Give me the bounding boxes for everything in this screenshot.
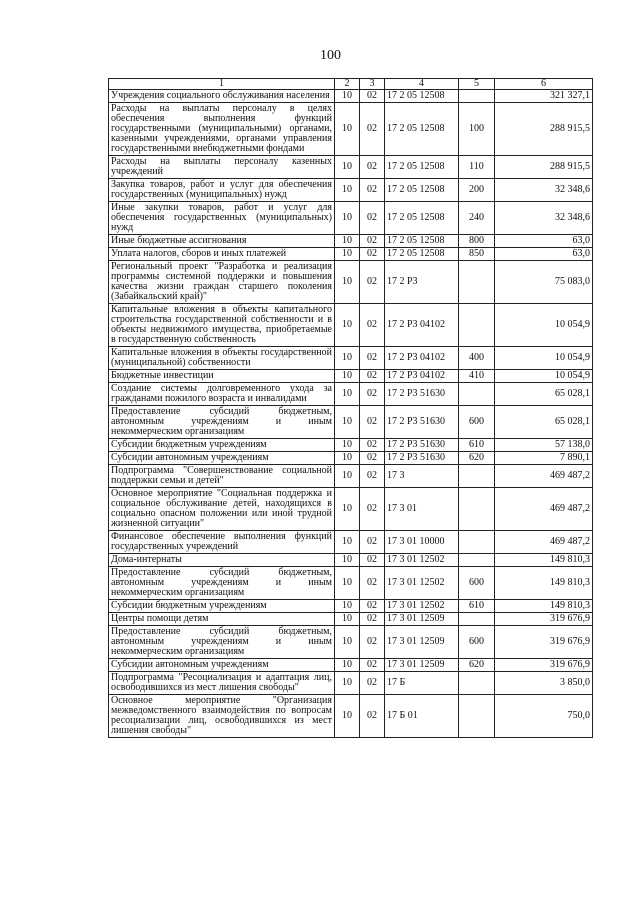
column-header: 2: [335, 79, 360, 90]
row-subsection: 02: [360, 626, 385, 659]
table-row: [109, 626, 593, 659]
row-name: Региональный проект "Разработка и реализация программы системной поддержки и повышения качества жизни граждан старшего поколения (Забайкальский край)": [109, 261, 335, 304]
row-name: Расходы на выплаты персоналу казенных учреждений: [109, 156, 335, 179]
row-subsection: 02: [360, 90, 385, 103]
budget-table: [108, 78, 593, 738]
table-row: [109, 179, 593, 202]
row-name: Капитальные вложения в объекты капитального строительства государственной собственности и в объекты недвижимого имущества, приобретаемые в государственную собственность: [109, 304, 335, 347]
row-code: 17 2 05 12508: [385, 202, 459, 235]
row-subsection: 02: [360, 672, 385, 695]
row-name: Создание системы долговременного ухода за гражданами пожилого возраста и инвалидами: [109, 383, 335, 406]
table-row: [109, 531, 593, 554]
row-section: 10: [335, 672, 360, 695]
table-row: [109, 103, 593, 156]
row-subsection: 02: [360, 452, 385, 465]
row-code: 17 3 01: [385, 488, 459, 531]
table-row: [109, 156, 593, 179]
row-section: 10: [335, 383, 360, 406]
row-amount: 319 676,9: [495, 626, 593, 659]
table-row: [109, 383, 593, 406]
row-name: Закупка товаров, работ и услуг для обеспечения государственных (муниципальных) нужд: [109, 179, 335, 202]
row-expense-type: 610: [459, 439, 495, 452]
row-subsection: 02: [360, 531, 385, 554]
row-expense-type: 100: [459, 103, 495, 156]
row-amount: 32 348,6: [495, 179, 593, 202]
row-expense-type: 850: [459, 248, 495, 261]
row-section: 10: [335, 103, 360, 156]
row-name: Субсидии бюджетным учреждениям: [109, 439, 335, 452]
row-subsection: 02: [360, 600, 385, 613]
row-code: 17 2 05 12508: [385, 248, 459, 261]
row-subsection: 02: [360, 567, 385, 600]
table-row: [109, 347, 593, 370]
row-subsection: 02: [360, 235, 385, 248]
row-amount: 321 327,1: [495, 90, 593, 103]
table-row: [109, 488, 593, 531]
row-amount: 65 028,1: [495, 383, 593, 406]
row-code: 17 3 01 12502: [385, 554, 459, 567]
page-number: 100: [320, 48, 341, 63]
row-expense-type: 610: [459, 600, 495, 613]
row-section: 10: [335, 488, 360, 531]
row-name: Дома-интернаты: [109, 554, 335, 567]
row-subsection: 02: [360, 261, 385, 304]
row-name: Иные закупки товаров, работ и услуг для обеспечения государственных (муниципальных) нужд: [109, 202, 335, 235]
row-expense-type: [459, 695, 495, 738]
row-section: 10: [335, 179, 360, 202]
row-amount: 288 915,5: [495, 156, 593, 179]
row-subsection: 02: [360, 103, 385, 156]
row-expense-type: 600: [459, 567, 495, 600]
row-amount: 149 810,3: [495, 567, 593, 600]
row-section: 10: [335, 439, 360, 452]
row-code: 17 3 01 12509: [385, 613, 459, 626]
row-expense-type: [459, 488, 495, 531]
row-code: 17 3: [385, 465, 459, 488]
table-row: [109, 202, 593, 235]
row-subsection: 02: [360, 370, 385, 383]
row-subsection: 02: [360, 439, 385, 452]
row-subsection: 02: [360, 347, 385, 370]
row-amount: 65 028,1: [495, 406, 593, 439]
row-amount: 7 890,1: [495, 452, 593, 465]
row-name: Субсидии бюджетным учреждениям: [109, 600, 335, 613]
row-code: 17 2 P3 51630: [385, 452, 459, 465]
row-code: 17 2 05 12508: [385, 179, 459, 202]
row-code: 17 2 P3 04102: [385, 370, 459, 383]
row-amount: 10 054,9: [495, 370, 593, 383]
row-expense-type: [459, 672, 495, 695]
row-section: 10: [335, 406, 360, 439]
row-subsection: 02: [360, 202, 385, 235]
column-header: 1: [109, 79, 335, 90]
row-expense-type: [459, 554, 495, 567]
row-expense-type: 800: [459, 235, 495, 248]
row-amount: 469 487,2: [495, 531, 593, 554]
row-code: 17 2 P3 51630: [385, 439, 459, 452]
table-row: [109, 613, 593, 626]
row-section: 10: [335, 370, 360, 383]
row-subsection: 02: [360, 406, 385, 439]
row-name: Иные бюджетные ассигнования: [109, 235, 335, 248]
table-row: [109, 452, 593, 465]
row-amount: 469 487,2: [495, 465, 593, 488]
table-row: [109, 695, 593, 738]
row-code: 17 2 05 12508: [385, 235, 459, 248]
row-name: Финансовое обеспечение выполнения функций государственных учреждений: [109, 531, 335, 554]
row-name: Субсидии автономным учреждениям: [109, 452, 335, 465]
column-header: 6: [495, 79, 593, 90]
table-row: [109, 90, 593, 103]
row-section: 10: [335, 347, 360, 370]
row-code: 17 Б 01: [385, 695, 459, 738]
row-code: 17 2 P3 04102: [385, 304, 459, 347]
row-subsection: 02: [360, 659, 385, 672]
row-amount: 3 850,0: [495, 672, 593, 695]
table-row: [109, 235, 593, 248]
row-name: Капитальные вложения в объекты государственной (муниципальной) собственности: [109, 347, 335, 370]
row-section: 10: [335, 156, 360, 179]
table-row: [109, 465, 593, 488]
row-name: Основное мероприятие "Организация межведомственного взаимодействия по вопросам ресоциализации лиц, освободившихся из мест лишения свободы": [109, 695, 335, 738]
row-subsection: 02: [360, 554, 385, 567]
row-expense-type: 240: [459, 202, 495, 235]
table-header-row: [109, 79, 593, 90]
column-header: 5: [459, 79, 495, 90]
row-name: Бюджетные инвестиции: [109, 370, 335, 383]
row-expense-type: [459, 90, 495, 103]
row-name: Подпрограмма "Ресоциализация и адаптация лиц, освободившихся из мест лишения свободы": [109, 672, 335, 695]
row-section: 10: [335, 567, 360, 600]
row-amount: 149 810,3: [495, 600, 593, 613]
row-expense-type: [459, 304, 495, 347]
row-name: Центры помощи детям: [109, 613, 335, 626]
table-row: [109, 600, 593, 613]
row-amount: 149 810,3: [495, 554, 593, 567]
row-section: 10: [335, 600, 360, 613]
table-row: [109, 672, 593, 695]
row-subsection: 02: [360, 156, 385, 179]
row-expense-type: 410: [459, 370, 495, 383]
row-code: 17 2 P3 51630: [385, 383, 459, 406]
table-row: [109, 261, 593, 304]
row-expense-type: 400: [459, 347, 495, 370]
row-name: Подпрограмма "Совершенствование социальной поддержки семьи и детей": [109, 465, 335, 488]
row-name: Предоставление субсидий бюджетным, автономным учреждениям и иным некоммерческим организациям: [109, 626, 335, 659]
row-name: Субсидии автономным учреждениям: [109, 659, 335, 672]
row-expense-type: [459, 613, 495, 626]
row-subsection: 02: [360, 613, 385, 626]
row-subsection: 02: [360, 304, 385, 347]
table-row: [109, 406, 593, 439]
table-row: [109, 439, 593, 452]
row-subsection: 02: [360, 179, 385, 202]
row-expense-type: [459, 531, 495, 554]
table-row: [109, 248, 593, 261]
row-section: 10: [335, 235, 360, 248]
row-code: 17 2 05 12508: [385, 90, 459, 103]
row-subsection: 02: [360, 695, 385, 738]
row-code: 17 Б: [385, 672, 459, 695]
table-row: [109, 554, 593, 567]
row-name: Основное мероприятие "Социальная поддержка и социальное обслуживание детей, находящихся в социально опасном положении или иной трудной жизненной ситуации": [109, 488, 335, 531]
row-section: 10: [335, 90, 360, 103]
row-section: 10: [335, 554, 360, 567]
row-name: Предоставление субсидий бюджетным, автономным учреждениям и иным некоммерческим организациям: [109, 567, 335, 600]
row-expense-type: 620: [459, 659, 495, 672]
row-section: 10: [335, 613, 360, 626]
table-row: [109, 304, 593, 347]
row-code: 17 3 01 12502: [385, 567, 459, 600]
row-section: 10: [335, 261, 360, 304]
row-amount: 10 054,9: [495, 347, 593, 370]
row-section: 10: [335, 659, 360, 672]
row-section: 10: [335, 304, 360, 347]
table-row: [109, 659, 593, 672]
row-name: Предоставление субсидий бюджетным, автономным учреждениям и иным некоммерческим организациям: [109, 406, 335, 439]
row-expense-type: 600: [459, 406, 495, 439]
row-name: Учреждения социального обслуживания населения: [109, 90, 335, 103]
row-code: 17 3 01 12509: [385, 659, 459, 672]
row-expense-type: [459, 383, 495, 406]
row-expense-type: 620: [459, 452, 495, 465]
row-expense-type: 110: [459, 156, 495, 179]
row-amount: 288 915,5: [495, 103, 593, 156]
row-amount: 57 138,0: [495, 439, 593, 452]
table-row: [109, 370, 593, 383]
table-row: [109, 567, 593, 600]
row-amount: 469 487,2: [495, 488, 593, 531]
row-amount: 75 083,0: [495, 261, 593, 304]
row-subsection: 02: [360, 383, 385, 406]
row-expense-type: [459, 261, 495, 304]
row-code: 17 2 P3 04102: [385, 347, 459, 370]
row-section: 10: [335, 695, 360, 738]
row-code: 17 3 01 12509: [385, 626, 459, 659]
column-header: 4: [385, 79, 459, 90]
row-section: 10: [335, 465, 360, 488]
row-section: 10: [335, 626, 360, 659]
row-section: 10: [335, 248, 360, 261]
row-expense-type: [459, 465, 495, 488]
row-expense-type: 600: [459, 626, 495, 659]
row-code: 17 2 05 12508: [385, 103, 459, 156]
row-amount: 63,0: [495, 235, 593, 248]
row-code: 17 3 01 12502: [385, 600, 459, 613]
column-header: 3: [360, 79, 385, 90]
row-section: 10: [335, 531, 360, 554]
row-code: 17 2 P3: [385, 261, 459, 304]
row-section: 10: [335, 202, 360, 235]
row-amount: 10 054,9: [495, 304, 593, 347]
row-expense-type: 200: [459, 179, 495, 202]
row-subsection: 02: [360, 465, 385, 488]
row-subsection: 02: [360, 488, 385, 531]
row-code: 17 3 01 10000: [385, 531, 459, 554]
row-amount: 32 348,6: [495, 202, 593, 235]
row-section: 10: [335, 452, 360, 465]
row-amount: 319 676,9: [495, 659, 593, 672]
row-subsection: 02: [360, 248, 385, 261]
row-amount: 63,0: [495, 248, 593, 261]
row-amount: 750,0: [495, 695, 593, 738]
row-name: Расходы на выплаты персоналу в целях обеспечения выполнения функций государственными (муниципальными) органами, казенными учреждениями, органами управления государственными внебюджетными фондами: [109, 103, 335, 156]
row-amount: 319 676,9: [495, 613, 593, 626]
row-code: 17 2 05 12508: [385, 156, 459, 179]
row-code: 17 2 P3 51630: [385, 406, 459, 439]
row-name: Уплата налогов, сборов и иных платежей: [109, 248, 335, 261]
